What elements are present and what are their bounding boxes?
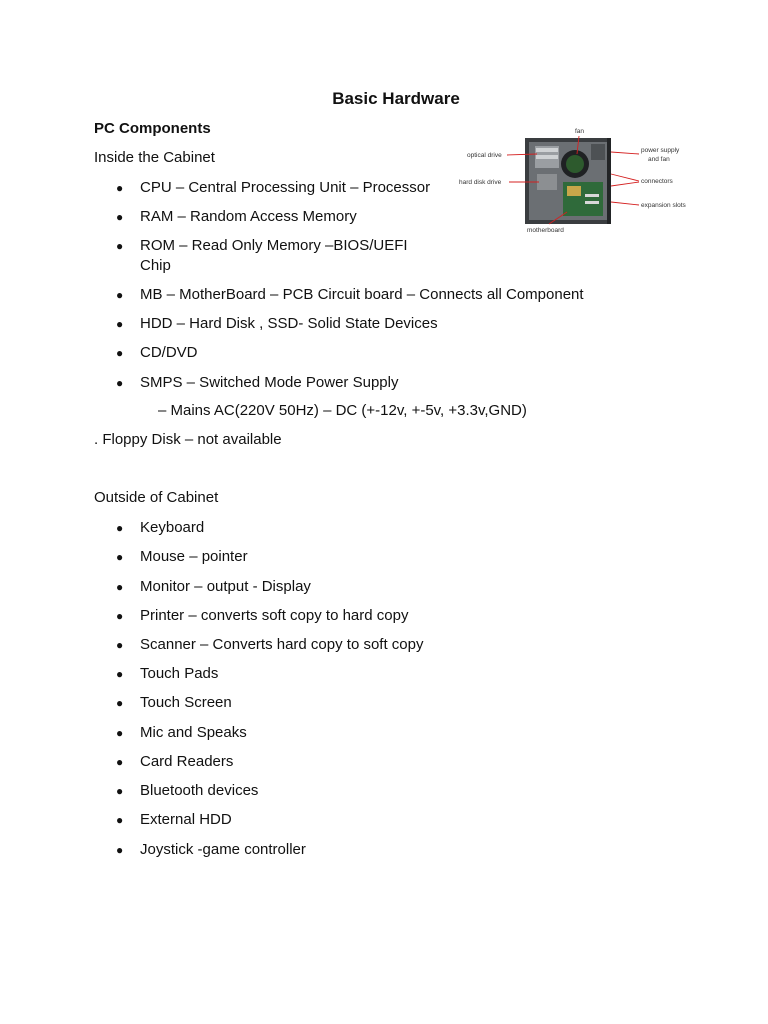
list-item: Scanner – Converts hard copy to soft copy xyxy=(140,636,424,653)
cabinet-back-panel xyxy=(607,138,611,224)
arrow-connectors-2 xyxy=(611,182,639,186)
list-item: Joystick -game controller xyxy=(140,841,306,858)
psu-shape xyxy=(591,144,605,160)
list-item: External HDD xyxy=(140,811,232,828)
hard-disk-bay xyxy=(537,174,557,190)
label-expansion-slots: expansion slots xyxy=(641,202,686,209)
bullet-dot: ● xyxy=(116,813,124,827)
slot-shape xyxy=(585,201,599,204)
list-item: Mouse – pointer xyxy=(140,548,248,565)
label-power-supply: power supply xyxy=(641,147,680,154)
list-item: HDD – Hard Disk , SSD- Solid State Devices xyxy=(140,315,438,332)
bullet-dot: ● xyxy=(116,784,124,798)
cabinet-illustration xyxy=(525,138,611,224)
bullet-dot: ● xyxy=(116,376,124,390)
bullet-dot: ● xyxy=(116,210,124,224)
outside-cabinet-label: Outside of Cabinet xyxy=(94,489,219,506)
list-item: SMPS – Switched Mode Power Supply xyxy=(140,374,399,391)
label-hard-disk-drive: hard disk drive xyxy=(459,179,502,186)
inside-cabinet-label: Inside the Cabinet xyxy=(94,149,215,166)
fan-hub xyxy=(566,155,584,173)
bullet-dot: ● xyxy=(116,726,124,740)
cabinet-diagram xyxy=(455,124,695,236)
drive-slot xyxy=(536,148,558,152)
chip-shape xyxy=(567,186,581,196)
list-item: MB – MotherBoard – PCB Circuit board – Connects all Component xyxy=(140,286,584,303)
bullet-dot: ● xyxy=(116,696,124,710)
bullet-dot: ● xyxy=(116,288,124,302)
cabinet-diagram-svg xyxy=(455,124,695,236)
slot-shape xyxy=(585,194,599,197)
bullet-dot: ● xyxy=(116,181,124,195)
label-motherboard: motherboard xyxy=(527,227,564,234)
label-connectors: connectors xyxy=(641,178,673,185)
arrow-power-supply xyxy=(611,152,639,154)
bullet-dot: ● xyxy=(116,755,124,769)
label-power-supply-2: and fan xyxy=(648,156,670,163)
smps-detail: – Mains AC(220V 50Hz) – DC (+-12v, +-5v, +3.3v,GND) xyxy=(158,402,527,419)
list-item: Keyboard xyxy=(140,519,205,536)
section-heading-pc-components: PC Components xyxy=(94,120,211,137)
label-optical-drive: optical drive xyxy=(467,152,502,159)
bullet-dot: ● xyxy=(116,346,124,360)
list-item: Touch Pads xyxy=(140,665,219,682)
floppy-note: . Floppy Disk – not available xyxy=(94,431,282,448)
arrow-expansion-slots xyxy=(611,202,639,205)
list-item: CD/DVD xyxy=(140,344,198,361)
bullet-dot: ● xyxy=(116,521,124,535)
list-item: ROM – Read Only Memory –BIOS/UEFI xyxy=(140,237,408,254)
bullet-dot: ● xyxy=(116,239,124,253)
list-item-continuation: Chip xyxy=(140,257,171,274)
bullet-dot: ● xyxy=(116,638,124,652)
bullet-dot: ● xyxy=(116,580,124,594)
arrow-connectors-1 xyxy=(611,174,639,181)
drive-slot xyxy=(536,155,558,159)
bullet-dot: ● xyxy=(116,317,124,331)
bullet-dot: ● xyxy=(116,843,124,857)
list-item: Bluetooth devices xyxy=(140,782,259,799)
list-item: Printer – converts soft copy to hard copy xyxy=(140,607,409,624)
list-item: Touch Screen xyxy=(140,694,232,711)
bullet-dot: ● xyxy=(116,667,124,681)
list-item: RAM – Random Access Memory xyxy=(140,208,357,225)
list-item: CPU – Central Processing Unit – Processor xyxy=(140,179,431,196)
list-item: Card Readers xyxy=(140,753,234,770)
list-item: Mic and Speaks xyxy=(140,724,247,741)
bullet-dot: ● xyxy=(116,609,124,623)
list-item: Monitor – output - Display xyxy=(140,578,311,595)
label-fan: fan xyxy=(575,128,585,135)
bullet-dot: ● xyxy=(116,550,124,564)
page-title: Basic Hardware xyxy=(332,89,460,108)
